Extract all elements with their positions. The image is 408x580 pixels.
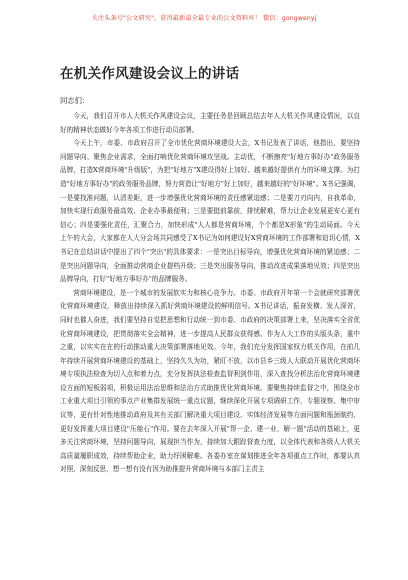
salutation: 同志们： [60, 96, 90, 105]
document-body [60, 62, 360, 477]
paragraph: 今天上午，市委、市政府召开了全市优化营商环境建设大会，X书记发表了讲话，他指出，要坚持问题导向、聚焦企业需求，全面打响优化营商环境攻坚战。主动优，不断擦亮"好地方事好办"政务服务品牌，打造X营商环境"升级版"，为把"好地方"X建设得好上加好、越来越好提供有力的环境支撑。为打造"好地方事好办"的政务服务品牌，努力营造让"好地方"好上加好，越来越好的"好环境"。X书记强调，一是要找准问题，认清差距，进一步增强优化营商环境的责任感紧迫感；二是要刀刃向内，自我革命，加快实现行政服务最高效、企业办事最便利；三是要挺前靠前，排忧解难，帮力让企业发展更安心更有信心；四是要强化责任，汇聚合力，加快形成"人人都是营商环境，个个都是X形象"的生动局面。今天上午的大会，大家都在人大分会场共同感受了X书记为如何建设好X营商环境的工作部署和迫切心情，X书记在总结讲话中提出了四个"突出"的具体要求：一是突出目标导向，增强优化营商环境的紧迫感；二是突出问题导向，全面推动营商企业提档升级；三是突出服务导向，推动改进成果落地见效；四是突出品牌导向，打好"好地方事好办"的品牌服务。 [60, 139, 360, 284]
paragraph: 营商环境建设，是一个城市的发展软实力和核心竞争力。市委、市政府开年第一个会就研究部署优化营商环境建设，释放出持续深入抓好营商环境建设的鲜明信号。X书记讲话，振奋发横、发人深省，同时也催人奋进，我们要坚持自觉把思想和行动统一到市委、市政府的决策部署上来，坚决落实全省优化营商环境建设，把贯彻落实全会精神，进一步提高人民群众获得感、作为人大工作的头版头条，重中之重，以实实在在的行动推动重大决策部署落地见效。今年，我们充分发挥国家权力机关作用，在前几年持续开展营商环境建设的基础上，坚持久久为功，紧盯不放，以市县乡三级人大联动开展优化营商环境专项执法检查为切入点和着力点，充分发挥执法检查监督利剑作用，深入查找分析法治化营商环境建设方面的短板弱项，积极运用法治思维和法治方式助推优化营商环境。要聚焦持续监督之中，围绕全市工业重大项目引领的事点产业集群发展统一重点议题，继续深化开展专项调研工作，专题视察、集中审议等，更有针对性地推动政府及其有关部门解决重大项目建设、实体经济发展等方面问题和瓶颈制约，更好发挥重大项目建设"压舱石"作用。要在去年深入开展"帮一企、建一业、解一题"活动的基础上，更多关注营商环境，坚持问题导向，展现担当作为，持续加大跟踪督查力度，以全体代表和各级人大机关高质量履职成效，持续帮助企业，助力纾困解难。各委办室在谋划推进全年各项重点工作时，都要认真对照、深刻反思，想一想有没有因为助推提升营商环境与本部门主责主 [60, 288, 360, 474]
header-banner: 关注头条号"公文研究"，获得最新最全最专业的公文资料库！ 微信：gongwenyj [91, 15, 317, 22]
paragraph: 今天，我们召开市人大机关作风建设会议，主要任务是回顾总结去年人大机关作风建设情况，以良好的精神状态做好今年各项工作进行动员部署。 [60, 112, 360, 134]
document-title: 在机关作风建设会议上的讲话 [60, 66, 240, 82]
